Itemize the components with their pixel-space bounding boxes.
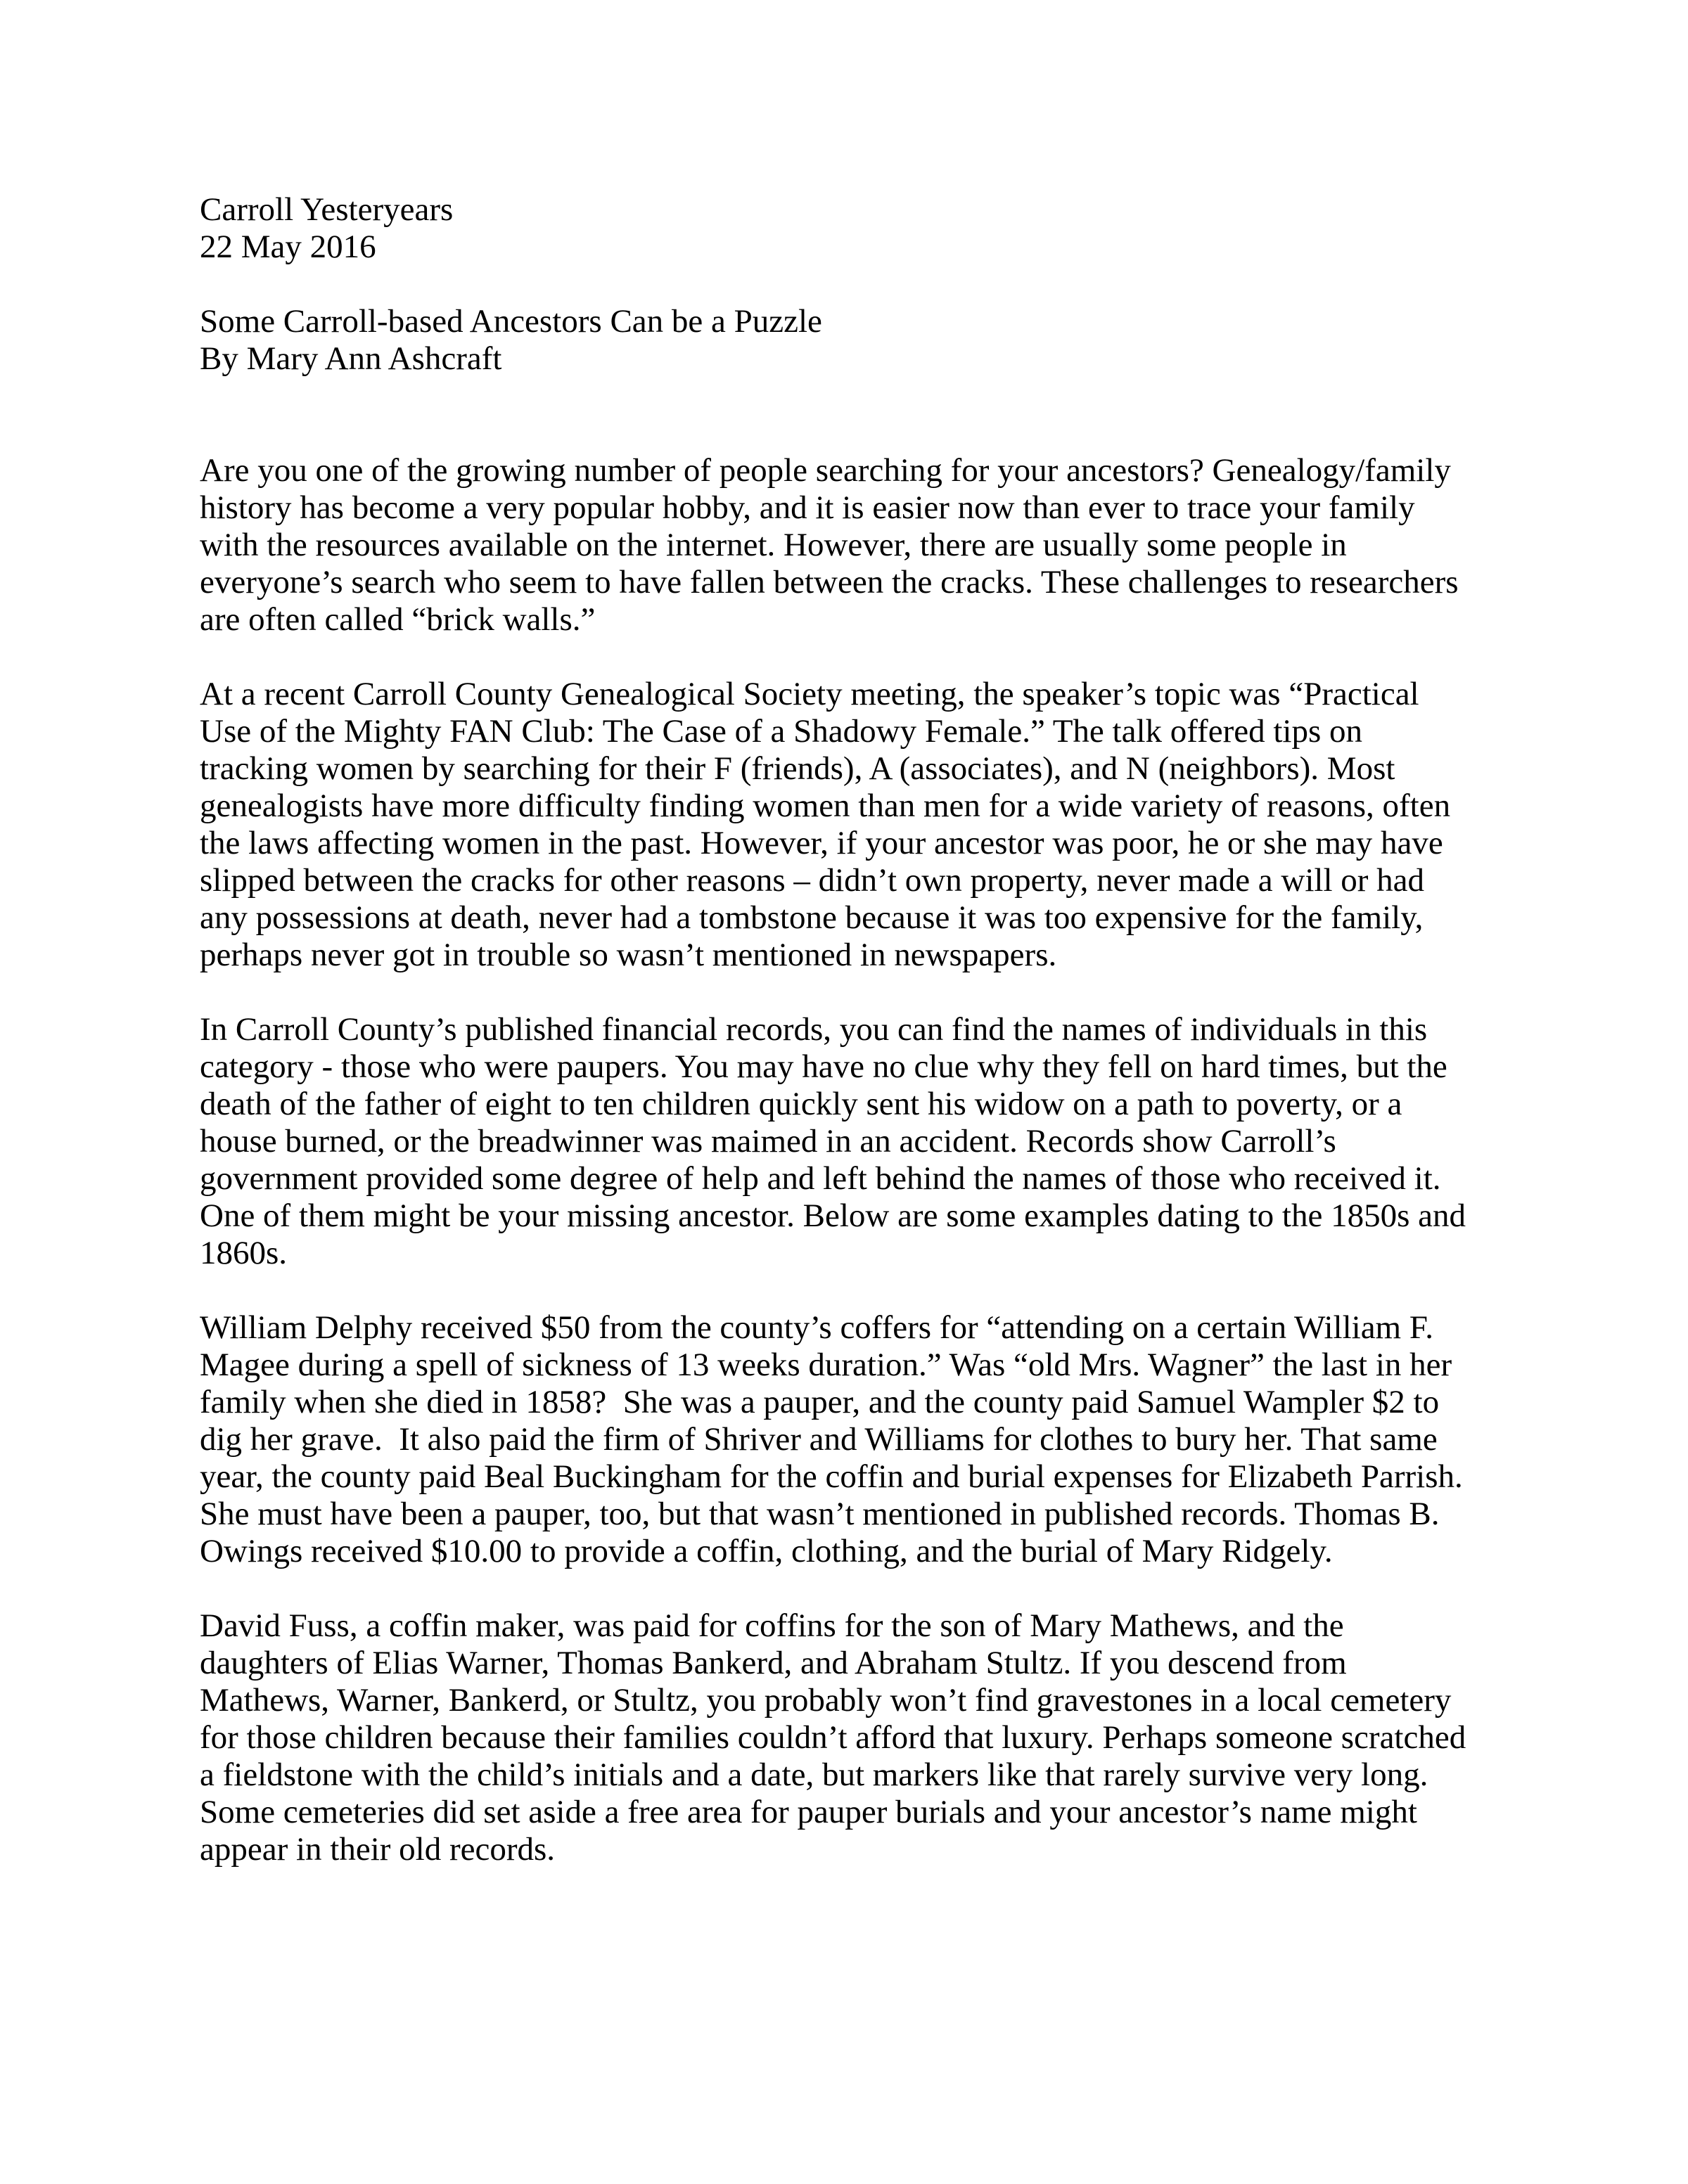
- document-header: [200, 191, 1478, 378]
- document-byline: By Mary Ann Ashcraft: [200, 340, 502, 377]
- paragraph-2: At a recent Carroll County Genealogical Society meeting, the speaker’s topic was “Practical Use of the Mighty FAN Club: The Case of a Shadowy Female.” The talk offered tips on tracking women by searching for their F (friends), A (associates), and N (neighbors). Most genealogists have more difficulty finding women than men for a wide variety of reasons, often the laws affecting women in the past. However, if your ancestor was poor, he or she may have slipped between the cracks for other reasons – didn’t own property, never made a will or had any possessions at death, never had a tombstone because it was too expensive for the family, perhaps never got in trouble so wasn’t mentioned in newspapers.: [200, 676, 1459, 973]
- paragraph-4: William Delphy received $50 from the county’s coffers for “attending on a certain William F. Magee during a spell of sickness of 13 weeks duration.” Was “old Mrs. Wagner” the last in her family when she died in 1858? She was a pauper, and the county paid Samuel Wampler $2 to dig her grave. It also paid the firm of Shriver and Williams for clothes to bury her. That same year, the county paid Beal Buckingham for the coffin and burial expenses for Elizabeth Parrish. She must have been a pauper, too, but that wasn’t mentioned in published records. Thomas B. Owings received $10.00 to provide a coffin, clothing, and the burial of Mary Ridgely.: [200, 1309, 1471, 1569]
- paragraph-3: In Carroll County’s published financial records, you can find the names of individuals in this category - those who were paupers. You may have no clue why they fell on hard times, but the death of the father of eight to ten children quickly sent his widow on a path to poverty, or a house burned, or the breadwinner was maimed in an accident. Records show Carroll’s government provided some degree of help and left behind the names of those who received it. One of them might be your missing ancestor. Below are some examples dating to the 1850s and 1860s.: [200, 1011, 1474, 1271]
- publication-name: Carroll Yesteryears: [200, 191, 454, 228]
- masthead-group: [200, 191, 1478, 266]
- paragraph-1: Are you one of the growing number of people searching for your ancestors? Genealogy/family history has become a very popular hobby, and it is easier now than ever to trace your family with the resources available on the internet. However, there are usually some people in everyone’s search who seem to have fallen between the cracks. These challenges to researchers are often called “brick walls.”: [200, 452, 1467, 638]
- title-group: [200, 303, 1478, 378]
- document-body: [200, 452, 1478, 1868]
- paragraph-5: David Fuss, a coffin maker, was paid for coffins for the son of Mary Mathews, and the daughters of Elias Warner, Thomas Bankerd, and Abraham Stultz. If you descend from Mathews, Warner, Bankerd, or Stultz, you probably won’t find gravestones in a local cemetery for those children because their families couldn’t afford that luxury. Perhaps someone scratched a fieldstone with the child’s initials and a date, but markers like that rarely survive very long. Some cemeteries did set aside a free area for pauper burials and your ancestor’s name might appear in their old records.: [200, 1607, 1474, 1868]
- document-date: 22 May 2016: [200, 229, 376, 265]
- document-title: Some Carroll-based Ancestors Can be a Puzzle: [200, 303, 822, 340]
